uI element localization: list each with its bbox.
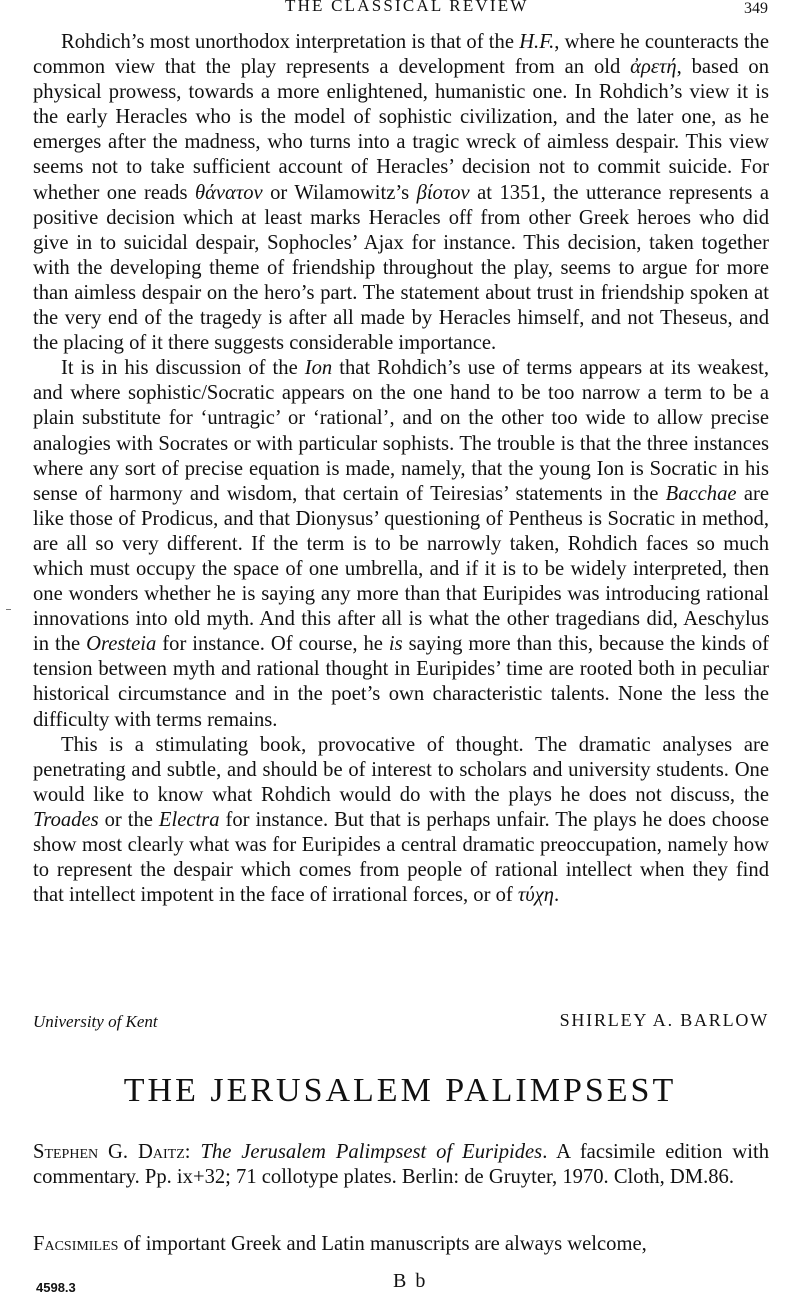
greek-word: τύχη — [517, 884, 555, 907]
text-run: that Rohdich’s use of terms appears at its weakest, and where sophistic/Socratic appears on the one hand to be too narrow a term to be a plain substitute for ‘untragic’ or ‘rational’, and on the other too wide to allow precise analogies with Socrates or with particular sophists. The trouble is that the three instances where any sort of precise equation is made, namely, that the young Ion is Socratic in his sense of harmony and wisdom, that certain of Teiresias’ statements in the — [33, 357, 769, 505]
text-run: are like those of Prodicus, and that Dionysus’ questioning of Pentheus is Socratic in method, are all so very different. If the term is to be narrowly taken, Rohdich faces so much which must occupy the space of one umbrella, and if it is to be widely interpreted, then one wonders whether he is saying any more than that Euripides was introducing rational innovations into old myth. And this after all is what the other tragedians did, Aeschylus in the — [33, 482, 769, 656]
section-title: THE JERUSALEM PALIMPSEST — [123, 1072, 677, 1109]
page-footer — [0, 1268, 800, 1298]
book-author: Stephen G. Daitz — [33, 1141, 185, 1163]
greek-word: βίοτον — [416, 181, 470, 204]
italic-title: H.F. — [519, 31, 555, 53]
paragraph-ion — [33, 356, 769, 732]
text-run: : — [184, 1141, 201, 1163]
signature-mark: B b — [393, 1270, 428, 1292]
italic-title: Troades — [33, 808, 99, 831]
text-run: This is a stimulating book, provocative of thought. The dramatic analyses are penetrating and subtle, and should be of interest to scholars and university students. One would like to know what Rohdich would do with the plays he does not discuss, the — [33, 733, 769, 806]
book-title: The Jerusalem Palimpsest of Euripides — [200, 1141, 543, 1163]
review-opening — [33, 1232, 769, 1257]
italic-title: Bacchae — [665, 482, 737, 505]
text-run: , where he counteracts the common view that the play represents a development from an old — [33, 31, 769, 79]
text-run: or Wilamowitz’s — [262, 181, 417, 204]
paragraph-conclusion — [33, 733, 769, 909]
running-head — [0, 0, 800, 20]
italic-title: Ion — [304, 357, 333, 380]
text-run: for instance. Of course, he — [156, 633, 389, 656]
page-number: 349 — [744, 0, 768, 17]
review-body — [33, 30, 769, 908]
opening-lead: Facsimiles — [33, 1233, 119, 1255]
text-run: It is in his discussion of the — [61, 357, 305, 380]
margin-mark — [6, 609, 11, 610]
italic-title: Oresteia — [86, 633, 157, 656]
review-signoff — [33, 1010, 769, 1036]
reviewer-affiliation: University of Kent — [33, 1012, 158, 1031]
reviewer-name: SHIRLEY A. BARLOW — [559, 1010, 769, 1030]
book-details: . A facsimile edition with commentary. Pp. ix+32; 71 collotype plates. Berlin: de Gruyter, 1970. Cloth, DM.86. — [33, 1141, 769, 1188]
book-citation — [33, 1140, 769, 1190]
journal-title: THE CLASSICAL REVIEW — [285, 0, 529, 15]
citation-line — [33, 1140, 769, 1190]
text-run: or the — [98, 808, 159, 831]
text-run: Rohdich’s most unorthodox interpretation is that of the — [61, 31, 520, 53]
text-run: saying more than this, because the kinds of tension between myth and rational thought in Euripides’ time are rooted both in peculiar historical circumstance and in the poet’s own characteristic talents. None the less the difficulty with terms remains. — [33, 633, 769, 731]
italic-title: Electra — [158, 808, 220, 831]
paragraph-heracles — [33, 30, 769, 356]
greek-word: θάνατον — [194, 181, 263, 204]
italic-emphasis: is — [388, 633, 403, 656]
text-run: . — [554, 884, 560, 907]
text-run: for instance. But that is perhaps unfair. The plays he does choose show most clearly what was for Euripides a central dramatic preoccupation, namely how to represent the despair which comes from people of rational intellect when they find that intellect impotent in the face of irrational forces, or of — [33, 808, 770, 907]
signature-number: 4598.3 — [36, 1280, 76, 1295]
greek-word: ἀρετή — [630, 56, 677, 79]
text-run: at 1351, the utterance represents a positive decision which at least marks Heracles off from other Greek heroes who did give in to suicidal despair, Sophocles’ Ajax for instance. This decision, taken together with the developing theme of friendship throughout the play, seems to argue for more than aimless despair on the hero’s part. The statement about trust in friendship spoken at the very end of the tragedy is after all made by Heracles himself, and not Theseus, and the placing of it there suggests considerable importance. — [33, 181, 769, 355]
opening-text: of important Greek and Latin manuscripts are always welcome, — [118, 1233, 647, 1255]
text-run: , based on physical prowess, towards a more enlightened, humanistic one. In Rohdich’s view it is the early Heracles who is the model of sophistic civilization, and the later one, as he emerges after the madness, who turns into a tragic wreck of aimless despair. This view seems not to take sufficient account of Heracles’ decision not to commit suicide. For whether one reads — [33, 56, 769, 204]
